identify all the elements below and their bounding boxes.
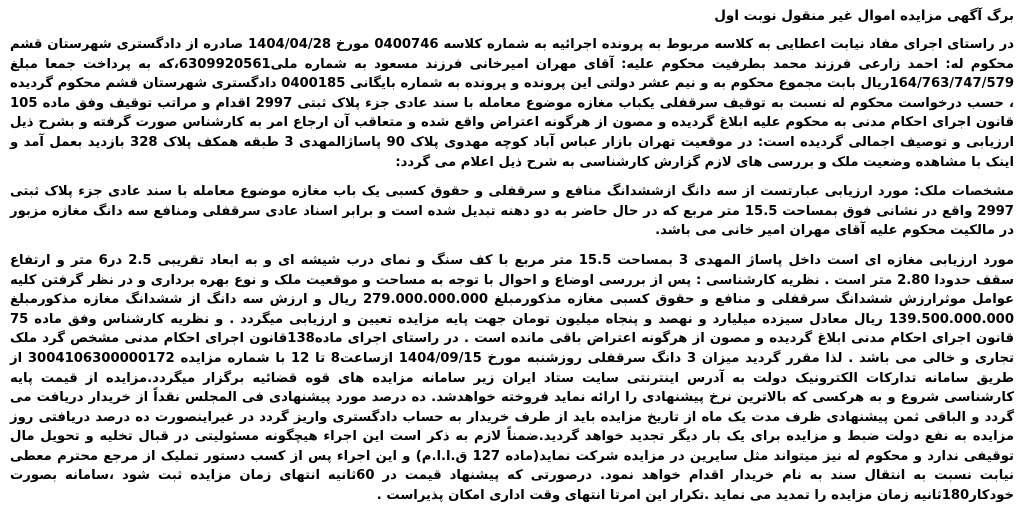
paragraph-property-specs: مشخصات ملک: مورد ارزیابی عبارتست از سه دانگ ازششدانگ منافع و سرقفلی و حقوق کسبی یک باب مغازه موضوع معامله با سند عادی جزء پلاک ثبتی 2997 واقع در نشانی فوق بمساحت 15.5 متر مربع که در حال حاضر به دو دهنه تبدیل شده است و برابر اسناد عادی سرقفلی ومنافع سه دانگ مغازه مزبور در مالکیت محکوم علیه آقای مهران امیر خانی می باشد. <box>10 184 1014 239</box>
paragraph-case-details: در راستای اجرای مفاد نیابت اعطایی به کلاسه مربوط به پرونده اجرائیه به شماره کلاسه 0400746 مورخ 1404/04/28 صادره از دادگستری شهرستان قشم محکوم له: احمد زارعی فرزند محمد بطرفیت محکوم علیه: آقای مهران امیرخانی فرزند مسعود به شماره ملی6309920561،که به پرداخت جمعا مبلغ 164/763/747/579ریال بابت مجموع محکوم به و نیم عشر دولتی این پرونده و پرونده به شماره بایگانی 0400185 دادگستری شهرستان قشم محکوم گردیده ، حسب درخواست محکوم له نسبت به توقیف سرقفلی یکباب مغازه موضوع معامله با سند عادی جزء پلاک ثبتی 2997 اقدام و مراتب توقیف وفق ماده 105 قانون اجرای احکام مدنی به محکوم علیه ابلاغ گردیده و مصون از هرگونه اعتراض واقع شده و متعاقب آن ارجاع امر به کارشناس صورت گرفته و بشرح ذیل ارزیابی و توصیف اجمالی گردیده است: در موقعیت تهران بازار عباس آباد کوچه مهدوی پلاک 90 پاساژالمهدی 3 طبقه همکف پلاک 328 بازدید بعمل آمد و اینک با مشاهده وضعیت ملک و بررسی های لازم گزارش کارشناسی به شرح ذیل اعلام می گردد: <box>10 37 1014 170</box>
notice-title: برگ آگهی مزایده اموال غیر منقول نوبت اول <box>714 8 1014 24</box>
paragraph-valuation-and-terms: مورد ارزیابی مغازه ای است داخل پاساژ المهدی 3 بمساحت 15.5 متر مربع با کف سنگ و نمای درب شیشه ای و به ابعاد تقریبی 2.5 در6 متر و ارتفاع سقف حدودا 2.80 متر است . نظریه کارشناسی : پس از بررسی اوضاع و احوال با توجه به مساحت و موقعیت ملک و نوع بهره برداری و در نظر گرفتن کلیه عوامل موثرارزش ششدانگ سرقفلی و منافع و حقوق کسبی مغازه مذکورمبلغ 279.000.000.000 ریال و ارزش سه دانگ از ششدانگ مغازه مذکورمبلغ 139.500.000.000 ریال معادل سیزده میلیارد و نهصد و پنجاه میلیون تومان جهت پایه مزایده تعیین و ارزیابی میگردد . و نظریه کارشناس وفق ماده 75 قانون اجرای احکام مدنی ابلاغ گردیده و مصون از هرگونه اعتراض باقی مانده است . در راستای اجرای ماده138قانون اجرای احکام مدنی مشخص گرد ملک تجاری و خالی می باشد . لذا مقرر گردید میزان 3 دانگ سرقفلی روزشنبه مورخ 1404/09/15 ازساعت8 تا 12 با شماره مزایده 3004106300000172 از طریق سامانه تدارکات الکترونیک دولت به آدرس اینترنتی سایت ستاد ایران زیر سامانه مزایده های قوه قضائیه برگزار میگردد.مزایده از قیمت پایه کارشناسی شروع و به هرکسی که بالاترین نرخ پیشنهادی را ارائه نماید فروخته خواهدشد. ده درصد مورد پیشنهادی فی المجلس نقداً از خریدار دریافت می گردد و الباقی ثمن پیشنهادی ظرف مدت یک ماه از تاریخ مزایده باید از طرف خریدار به حساب دادگستری واریز گردد در غیراینصورت ده درصد دریافتی روز مزایده به نفع دولت ضبط و مزایده برای یک بار دیگر تجدید خواهد گردید.ضمناً لازم به ذکر است این اجراء هیچگونه مسئولیتی در قبال تخلیه و تحویل مال توقیفی ندارد و محکوم له نیز میتواند مثل سایرین در مزایده شرکت نماید(ماده 127 ق.ا.ا.م) و این اجراء پس از کسب دستور تملیک از مرجع محترم معطی نیابت نسبت به انتقال سند به نام خریدار اقدام خواهد نمود. درصورتی که پیشنهاد قیمت در 60ثانیه انتهای زمان مزایده ثبت شود ،سامانه بصورت خودکار180ثانیه زمان مزایده را تمدید می نماید .تکرار این امرتا انتهای وقت اداری امکان پذیراست . <box>10 252 1015 504</box>
